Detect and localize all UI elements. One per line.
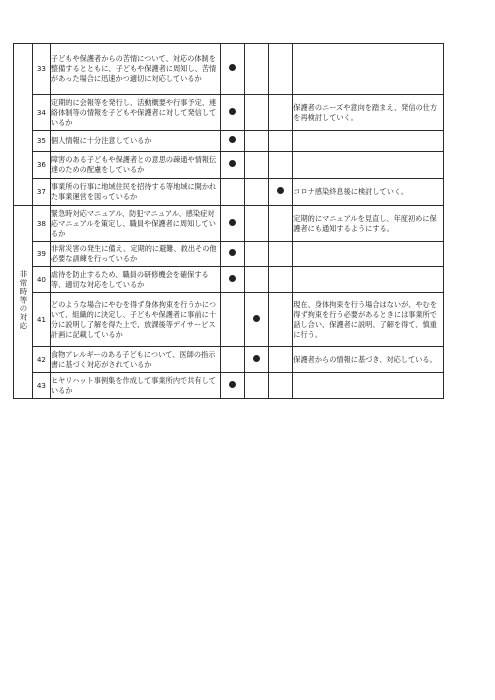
item-number: 40 <box>32 267 50 293</box>
table-row <box>14 373 444 399</box>
check-mid <box>244 267 268 293</box>
check-yes <box>220 95 244 131</box>
item-number: 37 <box>32 179 50 206</box>
table-row <box>14 293 444 347</box>
check-mark-icon <box>229 136 236 143</box>
check-mark-icon <box>253 355 260 362</box>
table-row <box>14 44 444 95</box>
improvement-note <box>293 152 444 179</box>
check-mid <box>244 131 268 152</box>
check-yes <box>220 152 244 179</box>
check-mark-icon <box>229 381 236 388</box>
item-number: 39 <box>32 242 50 267</box>
improvement-note <box>293 242 444 267</box>
check-yes <box>220 206 244 242</box>
table-row <box>14 95 444 131</box>
item-number: 42 <box>32 347 50 373</box>
check-mark-icon <box>229 108 236 115</box>
evaluation-table <box>13 43 444 399</box>
check-yes <box>220 179 244 206</box>
check-no <box>269 347 293 373</box>
check-mark-icon <box>277 187 284 194</box>
check-no <box>269 179 293 206</box>
check-mark-icon <box>253 315 260 322</box>
check-mark-icon <box>229 275 236 282</box>
improvement-note: 現在、身体拘束を行う場合はないが、やむを得ず拘束を行う必要があるときには事業所で話し合い、保護者に説明、了解を得て、慎重に行う。 <box>293 293 444 347</box>
item-text: どのような場合にやむを得ず身体拘束を行うかについて、組織的に決定し、子どもや保護者に事前に十分に説明し了解を得た上で、放課後等デイサービス計画に記載しているか <box>50 293 220 347</box>
improvement-note <box>293 373 444 399</box>
table-row <box>14 267 444 293</box>
check-no <box>269 95 293 131</box>
check-mark-icon <box>229 64 236 71</box>
item-number: 34 <box>32 95 50 131</box>
check-yes <box>220 131 244 152</box>
check-mid <box>244 95 268 131</box>
item-text: 緊急時対応マニュアル、防犯マニュアル、感染症対応マニュアルを策定し、職員や保護者に周知しているか <box>50 206 220 242</box>
item-text: ヒヤリハット事例集を作成して事業所内で共有しているか <box>50 373 220 399</box>
improvement-note: 保護者のニーズや意向を踏まえ、発信の仕方を再検討していく。 <box>293 95 444 131</box>
category-cell <box>14 206 33 399</box>
item-text: 非常災害の発生に備え、定期的に避難、救出その他必要な訓練を行っているか <box>50 242 220 267</box>
table-row <box>14 131 444 152</box>
table-row <box>14 242 444 267</box>
item-number: 33 <box>32 44 50 95</box>
check-yes <box>220 267 244 293</box>
check-mid <box>244 373 268 399</box>
check-mid <box>244 293 268 347</box>
item-number: 35 <box>32 131 50 152</box>
check-no <box>269 242 293 267</box>
category-label: 非常時等の対応 <box>18 270 28 331</box>
check-mark-icon <box>229 160 236 167</box>
check-no <box>269 152 293 179</box>
check-mid <box>244 242 268 267</box>
table-row <box>14 347 444 373</box>
category-cell-blank <box>14 44 33 206</box>
check-mark-icon <box>229 249 236 256</box>
improvement-note <box>293 267 444 293</box>
improvement-note <box>293 44 444 95</box>
check-no <box>269 44 293 95</box>
item-text: 障害のある子どもや保護者との意思の疎通や情報伝達のための配慮をしているか <box>50 152 220 179</box>
check-no <box>269 267 293 293</box>
item-text: 虐待を防止するため、職員の研修機会を確保する等、適切な対応をしているか <box>50 267 220 293</box>
check-no <box>269 293 293 347</box>
check-no <box>269 131 293 152</box>
check-yes <box>220 347 244 373</box>
improvement-note: コロナ感染終息後に検討していく。 <box>293 179 444 206</box>
check-mark-icon <box>229 219 236 226</box>
improvement-note <box>293 131 444 152</box>
check-mid <box>244 206 268 242</box>
check-mid <box>244 179 268 206</box>
improvement-note: 保護者からの情報に基づき、対応している。 <box>293 347 444 373</box>
item-number: 43 <box>32 373 50 399</box>
check-yes <box>220 373 244 399</box>
item-number: 38 <box>32 206 50 242</box>
table-row <box>14 179 444 206</box>
table-row <box>14 206 444 242</box>
check-mid <box>244 44 268 95</box>
check-yes <box>220 242 244 267</box>
improvement-note: 定期的にマニュアルを見直し、年度初めに保護者にも通知するようにする。 <box>293 206 444 242</box>
item-text: 事業所の行事に地域住民を招待する等地域に開かれた事業運営を図っているか <box>50 179 220 206</box>
item-text: 子どもや保護者からの苦情について、対応の体制を整備するとともに、子どもや保護者に周知し、苦情があった場合に迅速かつ適切に対応しているか <box>50 44 220 95</box>
item-text: 定期的に会報等を発行し、活動概要や行事予定、連絡体制等の情報を子どもや保護者に対して発信しているか <box>50 95 220 131</box>
check-no <box>269 373 293 399</box>
check-mid <box>244 152 268 179</box>
check-yes <box>220 44 244 95</box>
item-text: 食物アレルギーのある子どもについて、医師の指示書に基づく対応がされているか <box>50 347 220 373</box>
check-mid <box>244 347 268 373</box>
check-no <box>269 206 293 242</box>
table-row <box>14 152 444 179</box>
item-number: 41 <box>32 293 50 347</box>
item-text: 個人情報に十分注意しているか <box>50 131 220 152</box>
check-yes <box>220 293 244 347</box>
item-number: 36 <box>32 152 50 179</box>
